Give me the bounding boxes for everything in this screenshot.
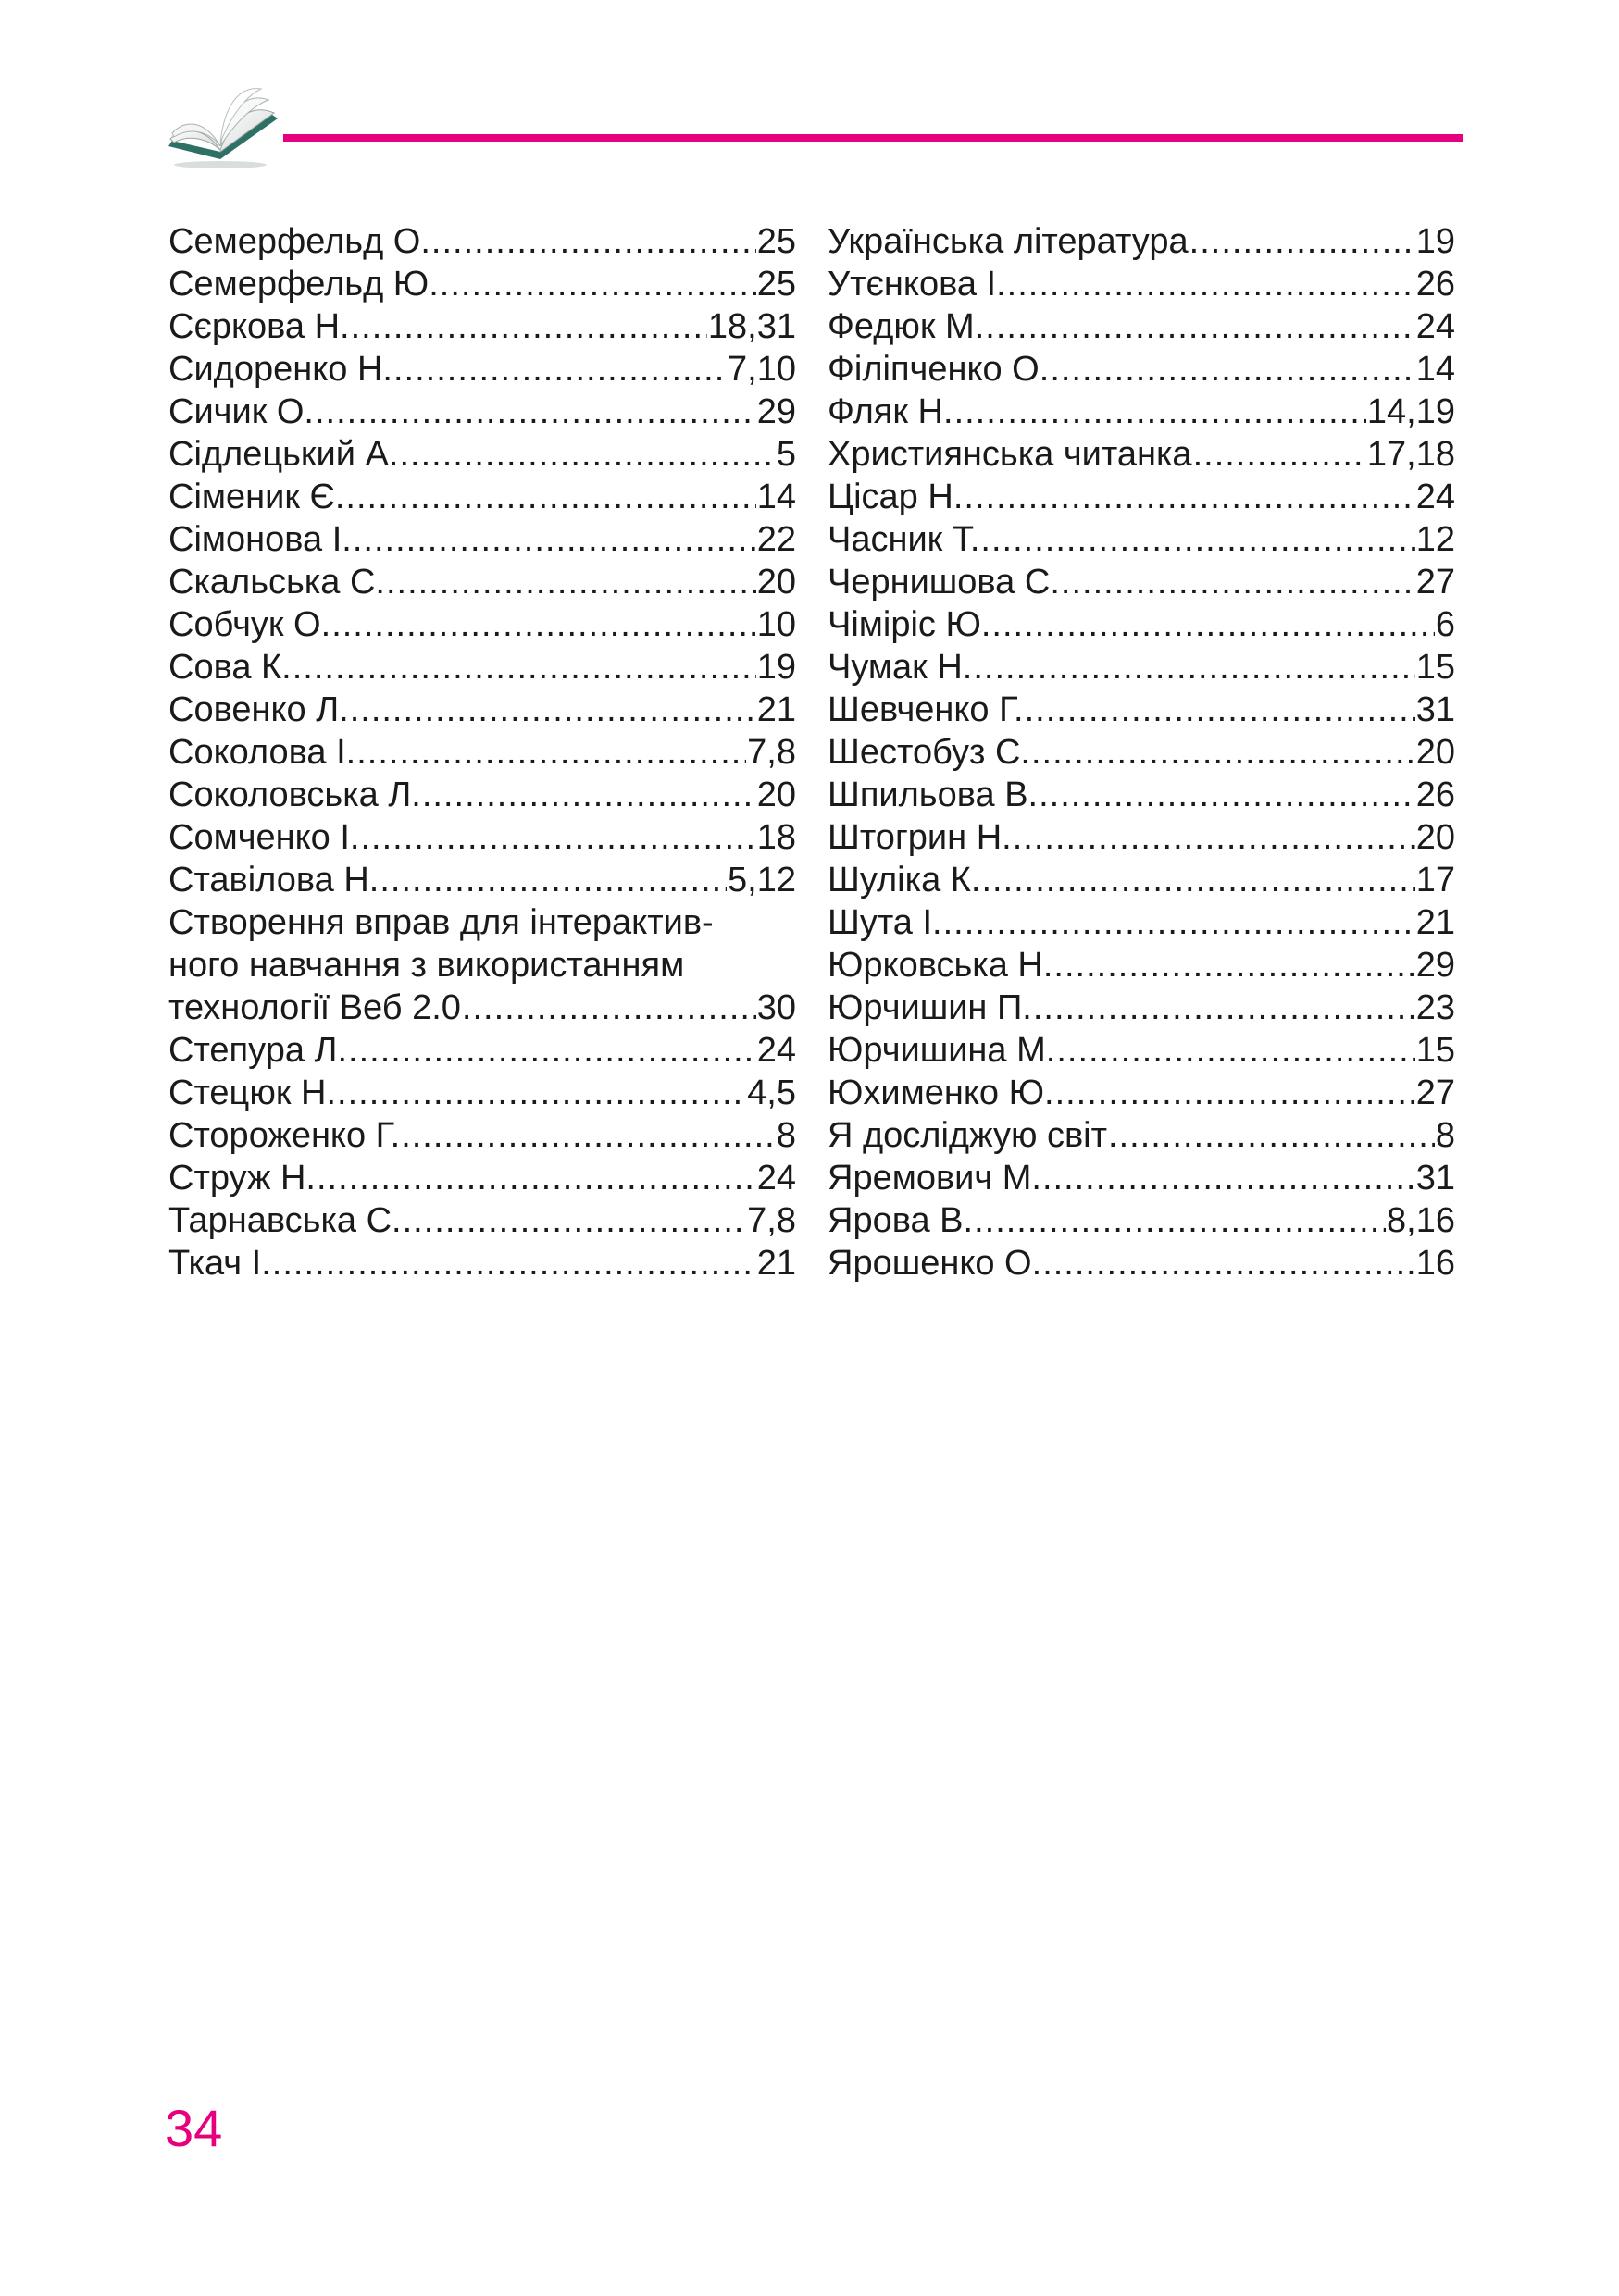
index-entry: [828, 689, 1455, 731]
index-entry-name: Сова К.: [168, 648, 292, 687]
index-entry-page: 5,12: [728, 861, 796, 900]
index-entry-page: 10: [756, 605, 796, 644]
dot-leader: [348, 1029, 756, 1072]
index-entry: [828, 646, 1455, 689]
index-entry-name: Стецюк Н.: [168, 1074, 337, 1112]
index-entry-name: Юрчишина М.: [828, 1031, 1056, 1070]
index-entry-name: Шестобуз С.: [828, 733, 1030, 772]
dot-leader: [1061, 561, 1415, 603]
index-entry: [828, 348, 1455, 391]
dot-leader: [317, 1157, 756, 1199]
index-entry-name: Федюк М.: [828, 307, 985, 346]
index-entry-page: 8: [1435, 1116, 1455, 1155]
index-entry-page: 8: [776, 1116, 796, 1155]
index-entry: [828, 731, 1455, 774]
index-entry-page: 12: [1415, 520, 1455, 559]
index-entry: [168, 1157, 796, 1199]
index-entry: [168, 731, 796, 774]
index-entry: [828, 391, 1455, 433]
index-entry-page: 20: [756, 776, 796, 814]
dot-leader: [973, 646, 1414, 689]
dot-leader: [386, 561, 756, 603]
dot-leader: [1031, 731, 1415, 774]
index-entry: [828, 859, 1455, 901]
index-entry-name: Юрчишин П.: [828, 988, 1032, 1027]
dot-leader: [1042, 1242, 1415, 1285]
index-entry: [828, 476, 1455, 518]
index-entry-page: 20: [1415, 818, 1455, 857]
dot-leader: [350, 689, 756, 731]
dot-leader: [1042, 1157, 1415, 1199]
dot-leader: [431, 220, 756, 263]
index-entry: [168, 391, 796, 433]
dot-leader: [1033, 987, 1415, 1029]
index-entry: [168, 1029, 796, 1072]
dot-leader: [345, 476, 755, 518]
index-entry-page: 27: [1415, 563, 1455, 602]
index-entry-name: Скальська С.: [168, 563, 385, 602]
index-entry: [828, 1242, 1455, 1285]
index-entry-page: 18,31: [707, 307, 796, 346]
dot-leader: [351, 305, 707, 348]
index-entry-name: Ярошенко О.: [828, 1244, 1042, 1283]
index-entry-name: Юхименко Ю.: [828, 1074, 1054, 1112]
index-entry-page: 15: [1415, 648, 1455, 687]
dot-leader: [1055, 1072, 1415, 1114]
index-entry-text: Створення вправ для інтерактив-: [168, 903, 714, 942]
index-entry-page: 27: [1415, 1074, 1455, 1112]
index-entry: [168, 987, 796, 1029]
dot-leader: [964, 476, 1414, 518]
index-entry-page: 14: [1415, 350, 1455, 389]
index-entry-page: 14,19: [1366, 392, 1455, 431]
index-entry-page: 7,8: [747, 1201, 796, 1240]
dot-leader: [315, 391, 756, 433]
index-entry: [168, 305, 796, 348]
index-entry: [828, 816, 1455, 859]
index-entry-page: 25: [756, 265, 796, 304]
dot-leader: [1108, 1114, 1435, 1157]
index-entry-name: Християнська читанка: [828, 435, 1192, 474]
dot-leader: [393, 348, 727, 391]
index-entry-name: Ткач І.: [168, 1244, 271, 1283]
index-entry-page: 4,5: [747, 1074, 796, 1112]
index-entry-name: Сєркова Н.: [168, 307, 350, 346]
index-entry-page: 19: [756, 648, 796, 687]
index-entry: [828, 901, 1455, 944]
dot-leader: [356, 731, 746, 774]
index-entry-name: Семерфельд О.: [168, 222, 430, 261]
dot-leader: [462, 987, 756, 1029]
index-entry-page: 26: [1415, 265, 1455, 304]
index-entry-name: Філіпченко О.: [828, 350, 1050, 389]
index-entry: [168, 816, 796, 859]
index-entry: [828, 987, 1455, 1029]
index-entry: [168, 774, 796, 816]
dot-leader: [1050, 348, 1414, 391]
index-entry-name: Струж Н.: [168, 1159, 316, 1198]
index-entry: [828, 433, 1455, 476]
index-entry: [168, 1114, 796, 1157]
header-rule: [283, 134, 1463, 142]
index-entry-name: Шута І.: [828, 903, 942, 942]
index-entry-name: Сичик О.: [168, 392, 314, 431]
index-entry-name: Утєнкова І.: [828, 265, 1006, 304]
index-entry: [828, 1072, 1455, 1114]
index-entry-page: 5: [776, 435, 796, 474]
index-entry-name: Сидоренко Н.: [168, 350, 392, 389]
index-entry-name: Юрковська Н.: [828, 946, 1053, 985]
index-entry: [828, 1114, 1455, 1157]
index-entry-page: 31: [1415, 1159, 1455, 1198]
index-entry-name: Стороженко Г.: [168, 1116, 401, 1155]
index-entry-name: Соколова І.: [168, 733, 356, 772]
dot-leader: [1039, 774, 1415, 816]
dot-leader: [399, 433, 775, 476]
dot-leader: [440, 263, 756, 305]
index-entry: [168, 1199, 796, 1242]
index-entry-name: Штогрин Н.: [828, 818, 1012, 857]
index-entry-page: 24: [756, 1159, 796, 1198]
index-entry-page: 31: [1415, 690, 1455, 729]
dot-leader: [272, 1242, 756, 1285]
dot-leader: [1013, 816, 1415, 859]
index-entry-name: Часник Т.: [828, 520, 980, 559]
index-entry-page: 29: [1415, 946, 1455, 985]
index-entry-name: Ставілова Н.: [168, 861, 380, 900]
index-entry-name: Тарнавська С.: [168, 1201, 402, 1240]
index-entry-page: 29: [756, 392, 796, 431]
index-entry-name: Чумак Н.: [828, 648, 973, 687]
index-entry-name: Сімонова І.: [168, 520, 352, 559]
index-entry-page: 21: [756, 1244, 796, 1283]
index-entry-name: Чіміріс Ю.: [828, 605, 991, 644]
index-entry: [828, 305, 1455, 348]
dot-leader: [1053, 944, 1414, 987]
index-entry: [168, 433, 796, 476]
dot-leader: [401, 1114, 776, 1157]
index-entry: [168, 603, 796, 646]
index-entry: [828, 263, 1455, 305]
index-entry-page: 14: [756, 478, 796, 516]
index-entry-page: 22: [756, 520, 796, 559]
dot-leader: [943, 901, 1415, 944]
dot-leader: [403, 1199, 747, 1242]
page-number: 34: [165, 2099, 223, 2157]
index-entry: [168, 518, 796, 561]
index-entry-name: Совенко Л.: [168, 690, 349, 729]
index-entry: [828, 220, 1455, 263]
index-entry-name: технології Веб 2.0: [168, 988, 461, 1027]
dot-leader: [331, 603, 756, 646]
index-entry-name: Шуліка К.: [828, 861, 981, 900]
name-index: [168, 220, 1455, 1285]
index-entry-name: Я досліджую світ: [828, 1116, 1108, 1155]
index-entry-text: ного навчання з використанням: [168, 946, 685, 985]
index-entry-name: Сіменик Є.: [168, 478, 345, 516]
dot-leader: [360, 816, 755, 859]
index-entry: [168, 689, 796, 731]
dot-leader: [980, 518, 1414, 561]
index-entry-page: 6: [1435, 605, 1455, 644]
left-column: [168, 220, 796, 1285]
index-entry-page: 26: [1415, 776, 1455, 814]
index-entry-name: Яремович М.: [828, 1159, 1041, 1198]
index-entry-page: 20: [1415, 733, 1455, 772]
index-entry: [828, 1157, 1455, 1199]
index-entry: [168, 220, 796, 263]
dot-leader: [974, 1199, 1386, 1242]
index-entry-page: 24: [1415, 478, 1455, 516]
index-entry-page: 21: [1415, 903, 1455, 942]
index-entry: [168, 348, 796, 391]
index-entry-name: Українська література: [828, 222, 1189, 261]
index-entry: [168, 1072, 796, 1114]
dot-leader: [1193, 433, 1366, 476]
dot-leader: [293, 646, 756, 689]
index-entry-name: Ярова В.: [828, 1201, 974, 1240]
dot-leader: [954, 391, 1366, 433]
index-entry-page: 17: [1415, 861, 1455, 900]
dot-leader: [380, 859, 727, 901]
dot-leader: [1025, 689, 1415, 731]
index-entry: [828, 1029, 1455, 1072]
dot-leader: [1056, 1029, 1414, 1072]
index-entry-page: 23: [1415, 988, 1455, 1027]
index-entry-name: Шевченко Г.: [828, 690, 1024, 729]
index-entry-page: 7,10: [728, 350, 796, 389]
dot-leader: [981, 859, 1414, 901]
dot-leader: [991, 603, 1434, 646]
dot-leader: [353, 518, 756, 561]
index-entry: [168, 263, 796, 305]
index-entry: [828, 603, 1455, 646]
index-entry-name: Чернишова С.: [828, 563, 1060, 602]
open-book-icon: [165, 81, 281, 170]
index-entry: [828, 1199, 1455, 1242]
index-entry-name: Сомченко І.: [168, 818, 360, 857]
index-entry-name: Сідлецький А.: [168, 435, 399, 474]
index-entry-page: 24: [756, 1031, 796, 1070]
dot-leader: [422, 774, 756, 816]
index-entry-name: Цісар Н.: [828, 478, 964, 516]
index-entry-page: 21: [756, 690, 796, 729]
dot-leader: [1189, 220, 1415, 263]
index-entry-page: 18: [756, 818, 796, 857]
dot-leader: [985, 305, 1414, 348]
index-entry-name: Семерфельд Ю.: [168, 265, 439, 304]
index-entry-name: Фляк Н.: [828, 392, 953, 431]
index-entry-page: 25: [756, 222, 796, 261]
index-entry: [828, 774, 1455, 816]
index-entry-page: 15: [1415, 1031, 1455, 1070]
index-entry: [828, 561, 1455, 603]
index-entry-name: Соколовська Л.: [168, 776, 421, 814]
index-entry: [168, 646, 796, 689]
index-entry-page: 7,8: [747, 733, 796, 772]
index-entry-page: 20: [756, 563, 796, 602]
index-entry: [168, 476, 796, 518]
index-entry-page: 30: [756, 988, 796, 1027]
index-entry: [168, 1242, 796, 1285]
index-entry-page: 8,16: [1387, 1201, 1455, 1240]
index-entry-page: 24: [1415, 307, 1455, 346]
dot-leader: [1007, 263, 1415, 305]
right-column: [828, 220, 1455, 1285]
index-entry-page: 16: [1415, 1244, 1455, 1283]
index-entry-page: 17,18: [1366, 435, 1455, 474]
index-entry-name: Степура Л.: [168, 1031, 348, 1070]
index-entry-name: Собчук О.: [168, 605, 331, 644]
index-entry: [168, 859, 796, 901]
index-entry: [828, 518, 1455, 561]
index-entry-page: 19: [1415, 222, 1455, 261]
index-entry: [168, 561, 796, 603]
index-entry-name: Шпильова В.: [828, 776, 1039, 814]
dot-leader: [337, 1072, 746, 1114]
index-entry: [828, 944, 1455, 987]
